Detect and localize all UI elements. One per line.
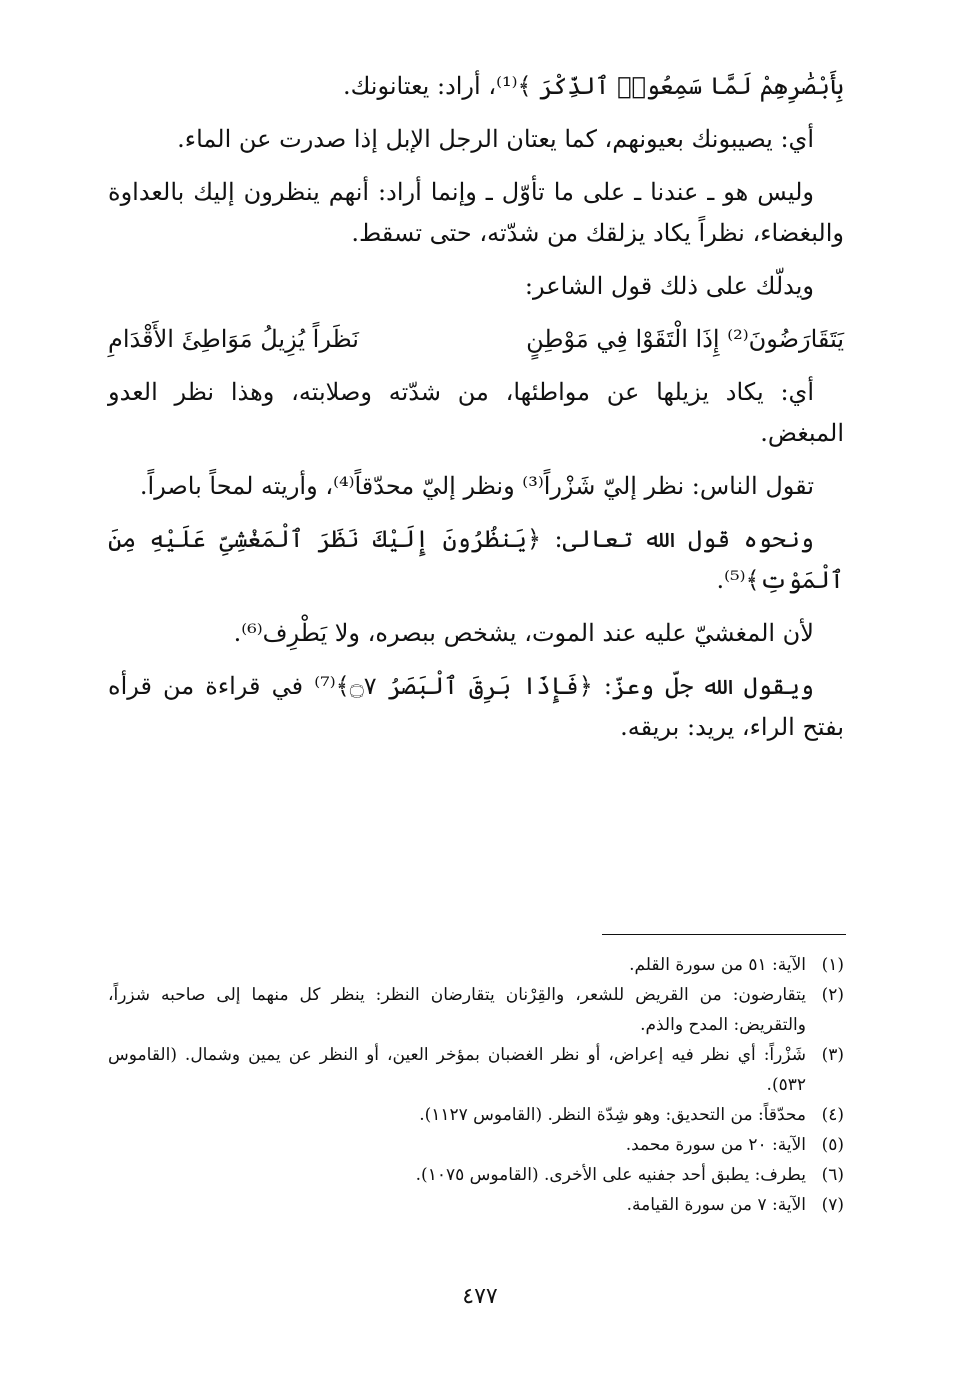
footnote-number: (٧)	[821, 1195, 844, 1215]
footnote	[108, 1040, 844, 1100]
footnote	[108, 1100, 844, 1130]
poetry-verse	[108, 319, 844, 360]
footnote-number: (٤)	[821, 1105, 844, 1125]
footnote-text: محدّقاً: من التحديق: وهو شِدّة النظر. (القاموس ١١٢٧).	[419, 1105, 806, 1125]
page-number: ٤٧٧	[462, 1284, 498, 1309]
footnote-separator	[602, 934, 846, 935]
paragraph-6: تقول الناس: نظر إليّ شَزْراً⁽³⁾ ونظر إليّ محدّقاً⁽⁴⁾، وأريته لمحاً باصراً.	[139, 472, 814, 500]
paragraph-7: ونحوه قول الله تعالى: ﴿يَنظُرُونَ إِلَيْكَ نَظَرَ ٱلْمَغْشِىِّ عَلَيْهِ مِنَ ٱلْمَوْتِ﴾⁽⁵⁾.	[108, 525, 844, 594]
paragraph-3: وليس هو ـ عندنا ـ على ما تأوّل ـ وإنما أراد: أنهم ينظرون إليك بالعداوة والبغضاء، نظراً يكاد يزلقك من شدّته، حتى تسقط.	[108, 178, 844, 247]
footnote	[108, 950, 844, 980]
footnote-text: يطرف: يطبق أحد جفنيه على الأخرى. (القاموس ١٠٧٥).	[415, 1165, 806, 1185]
footnote-number: (٥)	[821, 1135, 844, 1155]
footnote	[108, 1130, 844, 1160]
paragraph-2: أي: يصيبونك بعيونهم، كما يعتان الرجل الإبل إذا صدرت عن الماء.	[177, 125, 814, 153]
footnote-text: الآية: ٢٠ من سورة محمد.	[625, 1135, 806, 1155]
footnote-number: (٣)	[821, 1045, 844, 1065]
footnote-number: (١)	[821, 955, 844, 975]
footnote-text: الآية: ٥١ من سورة القلم.	[629, 955, 806, 975]
footnote	[108, 980, 844, 1040]
footnote-number: (٦)	[821, 1165, 844, 1185]
footnote-text: شَزْراً: أي نظر فيه إعراض، أو نظر الغضبان بمؤخر العين، أو النظر عن يمين وشمال. (القاموس ٥٣٢).	[108, 1045, 806, 1095]
footnote-text: الآية: ٧ من سورة القيامة.	[626, 1195, 806, 1215]
verse-first-hemistich: يَتَقَارَضُونَ⁽²⁾ إِذَا الْتَقَوْا فِي مَوْطِنٍ	[526, 325, 844, 353]
paragraph-4: ويدلّك على ذلك قول الشاعر:	[524, 272, 814, 300]
footnotes	[108, 950, 844, 1220]
verse-second-hemistich: نَظَراً يُزِيلُ مَوَاطِئَ الأَقْدَامِ	[108, 325, 359, 353]
paragraph-8: لأن المغشيّ عليه عند الموت، يشخص ببصره، ولا يَطْرِف⁽⁶⁾.	[233, 619, 814, 647]
footnote-text: يتقارضون: من القريض للشعر، والقِرْنان يتقارضان النظر: ينظر كل منهما إلى صاحبه شزراً، والتقريض: المدح والذم.	[108, 985, 806, 1035]
paragraph-9: ويقول الله جلّ وعزّ: ﴿فَإِذَا بَرِقَ ٱلْبَصَرُ ۝٧﴾⁽⁷⁾ في قراءة من قرأه بفتح الراء، يريد: بريقه.	[108, 672, 844, 741]
footnote-number: (٢)	[821, 985, 844, 1005]
paragraph-5: أي: يكاد يزيلها عن مواطئها، من شدّته وصلابته، وهذا نظر العدو المبغض.	[108, 378, 844, 447]
main-text	[108, 66, 844, 760]
footnote	[108, 1190, 844, 1220]
paragraph-1: بِأَبْصَٰرِهِمْ لَمَّا سَمِعُوا۟ ٱلذِّكْرَ ﴾⁽¹⁾، أراد: يعتانونك.	[342, 72, 844, 100]
footnote	[108, 1160, 844, 1190]
